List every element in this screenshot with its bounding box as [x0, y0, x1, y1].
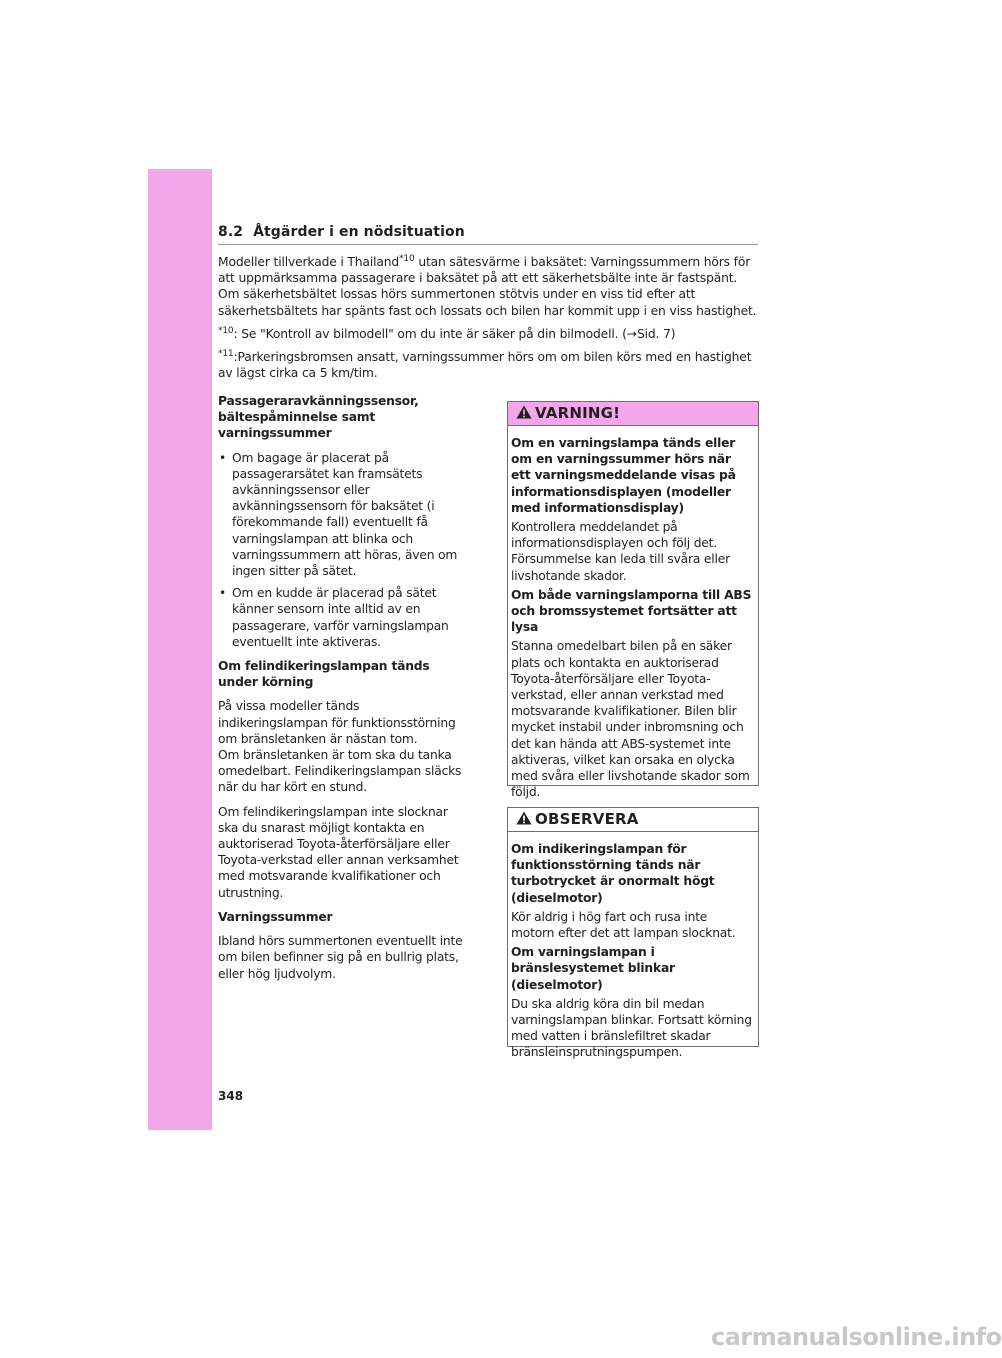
footnote-11 [218, 349, 760, 381]
header-divider [218, 244, 758, 245]
bullet-text: Om en kudde är placerad på sätet känner sensorn inte alltid av en passagerare, varför varningslampan eventuellt inte aktiveras. [232, 586, 449, 649]
chapter-side-tab [148, 169, 212, 1130]
notice-title: OBSERVERA [535, 810, 639, 829]
footnote-11-marker: *11 [218, 348, 234, 359]
footnote-11-text: :Parkeringsbromsen ansatt, varningssummer hörs om om bilen körs med en hastighet av lägst cirka ca 5 km/tim. [218, 350, 752, 381]
warning-box [507, 401, 759, 800]
warning-heading-1: Om en varningslampa tänds eller om en varningssummer hörs när ett varningsmeddelande visas på informationsdisplayen (modeller med informationsdisplay) [511, 436, 736, 515]
notice-box-header [508, 808, 758, 832]
notice-heading-2: Om varningslampan i bränslesystemet blinkar (dieselmotor) [511, 945, 675, 992]
intro-text [218, 254, 760, 388]
warning-heading-2: Om både varningslamporna till ABS och bromssystemet fortsätter att lysa [511, 587, 752, 635]
footnote-10-marker: *10 [218, 325, 234, 336]
warning-triangle-icon [516, 405, 532, 422]
paragraph-fuel-low [218, 698, 468, 795]
watermark: carmanualsonline.info [711, 1323, 1002, 1351]
paragraph-contact-dealer: Om felindikeringslampan inte slocknar ska du snarast möjligt kontakta en auktoriserad Toyota-återförsäljare eller Toyota-verkstad eller annan verksamhet med motsvarande kvalifikationer och utrustning. [218, 804, 459, 900]
page-number: 348 [218, 1089, 244, 1103]
warning-triangle-icon [516, 811, 532, 828]
intro-text-a: Modeller tillverkade i Thailand [218, 255, 400, 269]
intro-text-b: utan sätesvärme i baksätet: Varningssummern hörs för att uppmärksamma passagerare i baksätet på att ett säkerhetsbälte inte är fastspänt. Om säkerhetsbältet lossas hörs summertonen stötvis under en viss tid efter att säkerhetsbältets har spänts fast och lossats och bilen har kommit upp i en viss hastighet. [218, 255, 757, 318]
list-item [218, 585, 468, 650]
intro-paragraph [218, 254, 760, 319]
paragraph-buzzer: Ibland hörs summertonen eventuellt inte om bilen befinner sig på en bullrig plats, eller hög ljudvolym. [218, 934, 463, 981]
notice-heading-1: Om indikeringslampan för funktionsstörning tänds när turbotrycket är onormalt högt (dieselmotor) [511, 842, 715, 905]
bullet-list [218, 450, 468, 650]
section-number: 8.2 [218, 224, 244, 240]
bullet-marker: • [219, 450, 227, 465]
left-column [218, 393, 468, 990]
heading-malfunction-lamp: Om felindikeringslampan tänds under körning [218, 659, 430, 690]
warning-box-body [508, 426, 758, 807]
list-item [218, 450, 468, 580]
warning-box-header [508, 402, 758, 426]
fuel-empty-text: Om bränsletanken är tom ska du tanka omedelbart. Felindikeringslampan släcks när du har kört en stund. [218, 748, 462, 795]
footnote-10 [218, 326, 760, 342]
warning-title: VARNING! [535, 404, 621, 423]
warning-paragraph-2: Stanna omedelbart bilen på en säker plats och kontakta en auktoriserad Toyota-återförsäljare eller Toyota-verkstad, eller annan verkstad med motsvarande kvalifikationer. Bilen blir mycket instabil under inbromsning och det kan hända att ABS-systemet inte aktiveras, vilket kan orsaka en olycka med svåra eller livshotande skador som följd. [511, 639, 750, 800]
notice-paragraph-2: Du ska aldrig köra din bil medan varningslampan blinkar. Fortsatt körning med vatten i bränslefiltret skadar bränsleinsprutningspumpen. [511, 996, 752, 1060]
fuel-low-text: På vissa modeller tänds indikeringslampan för funktionsstörning om bränsletanken är nästan tom. [218, 699, 456, 746]
footnote-10-text: : Se "Kontroll av bilmodell" om du inte är säker på din bilmodell. (→Sid. 7) [233, 326, 676, 341]
section-header [218, 224, 758, 240]
heading-buzzer: Varningssummer [218, 909, 333, 924]
section-title: Åtgärder i en nödsituation [253, 224, 465, 240]
warning-paragraph-1: Kontrollera meddelandet på informationsdisplayen och följ det. Försummelse kan leda till svåra eller livshotande skador. [511, 520, 730, 583]
notice-box-body [508, 832, 758, 1068]
bullet-text: Om bagage är placerat på passagerarsätet kan framsätets avkänningssensor eller avkänningssensorn för baksätet (i förekommande fall) eventuellt få varningslampan att blinka och varningssummern att höras, även om ingen sitter på sätet. [232, 450, 458, 579]
notice-paragraph-1: Kör aldrig i hög fart och rusa inte motorn efter det att lampan slocknat. [511, 909, 736, 941]
heading-passenger-sensor: Passageraravkänningssensor, bältespåminnelse samt varningssummer [218, 394, 419, 441]
notice-box [507, 807, 759, 1060]
bullet-marker: • [219, 586, 227, 601]
footnote-ref-10: *10 [399, 253, 415, 264]
